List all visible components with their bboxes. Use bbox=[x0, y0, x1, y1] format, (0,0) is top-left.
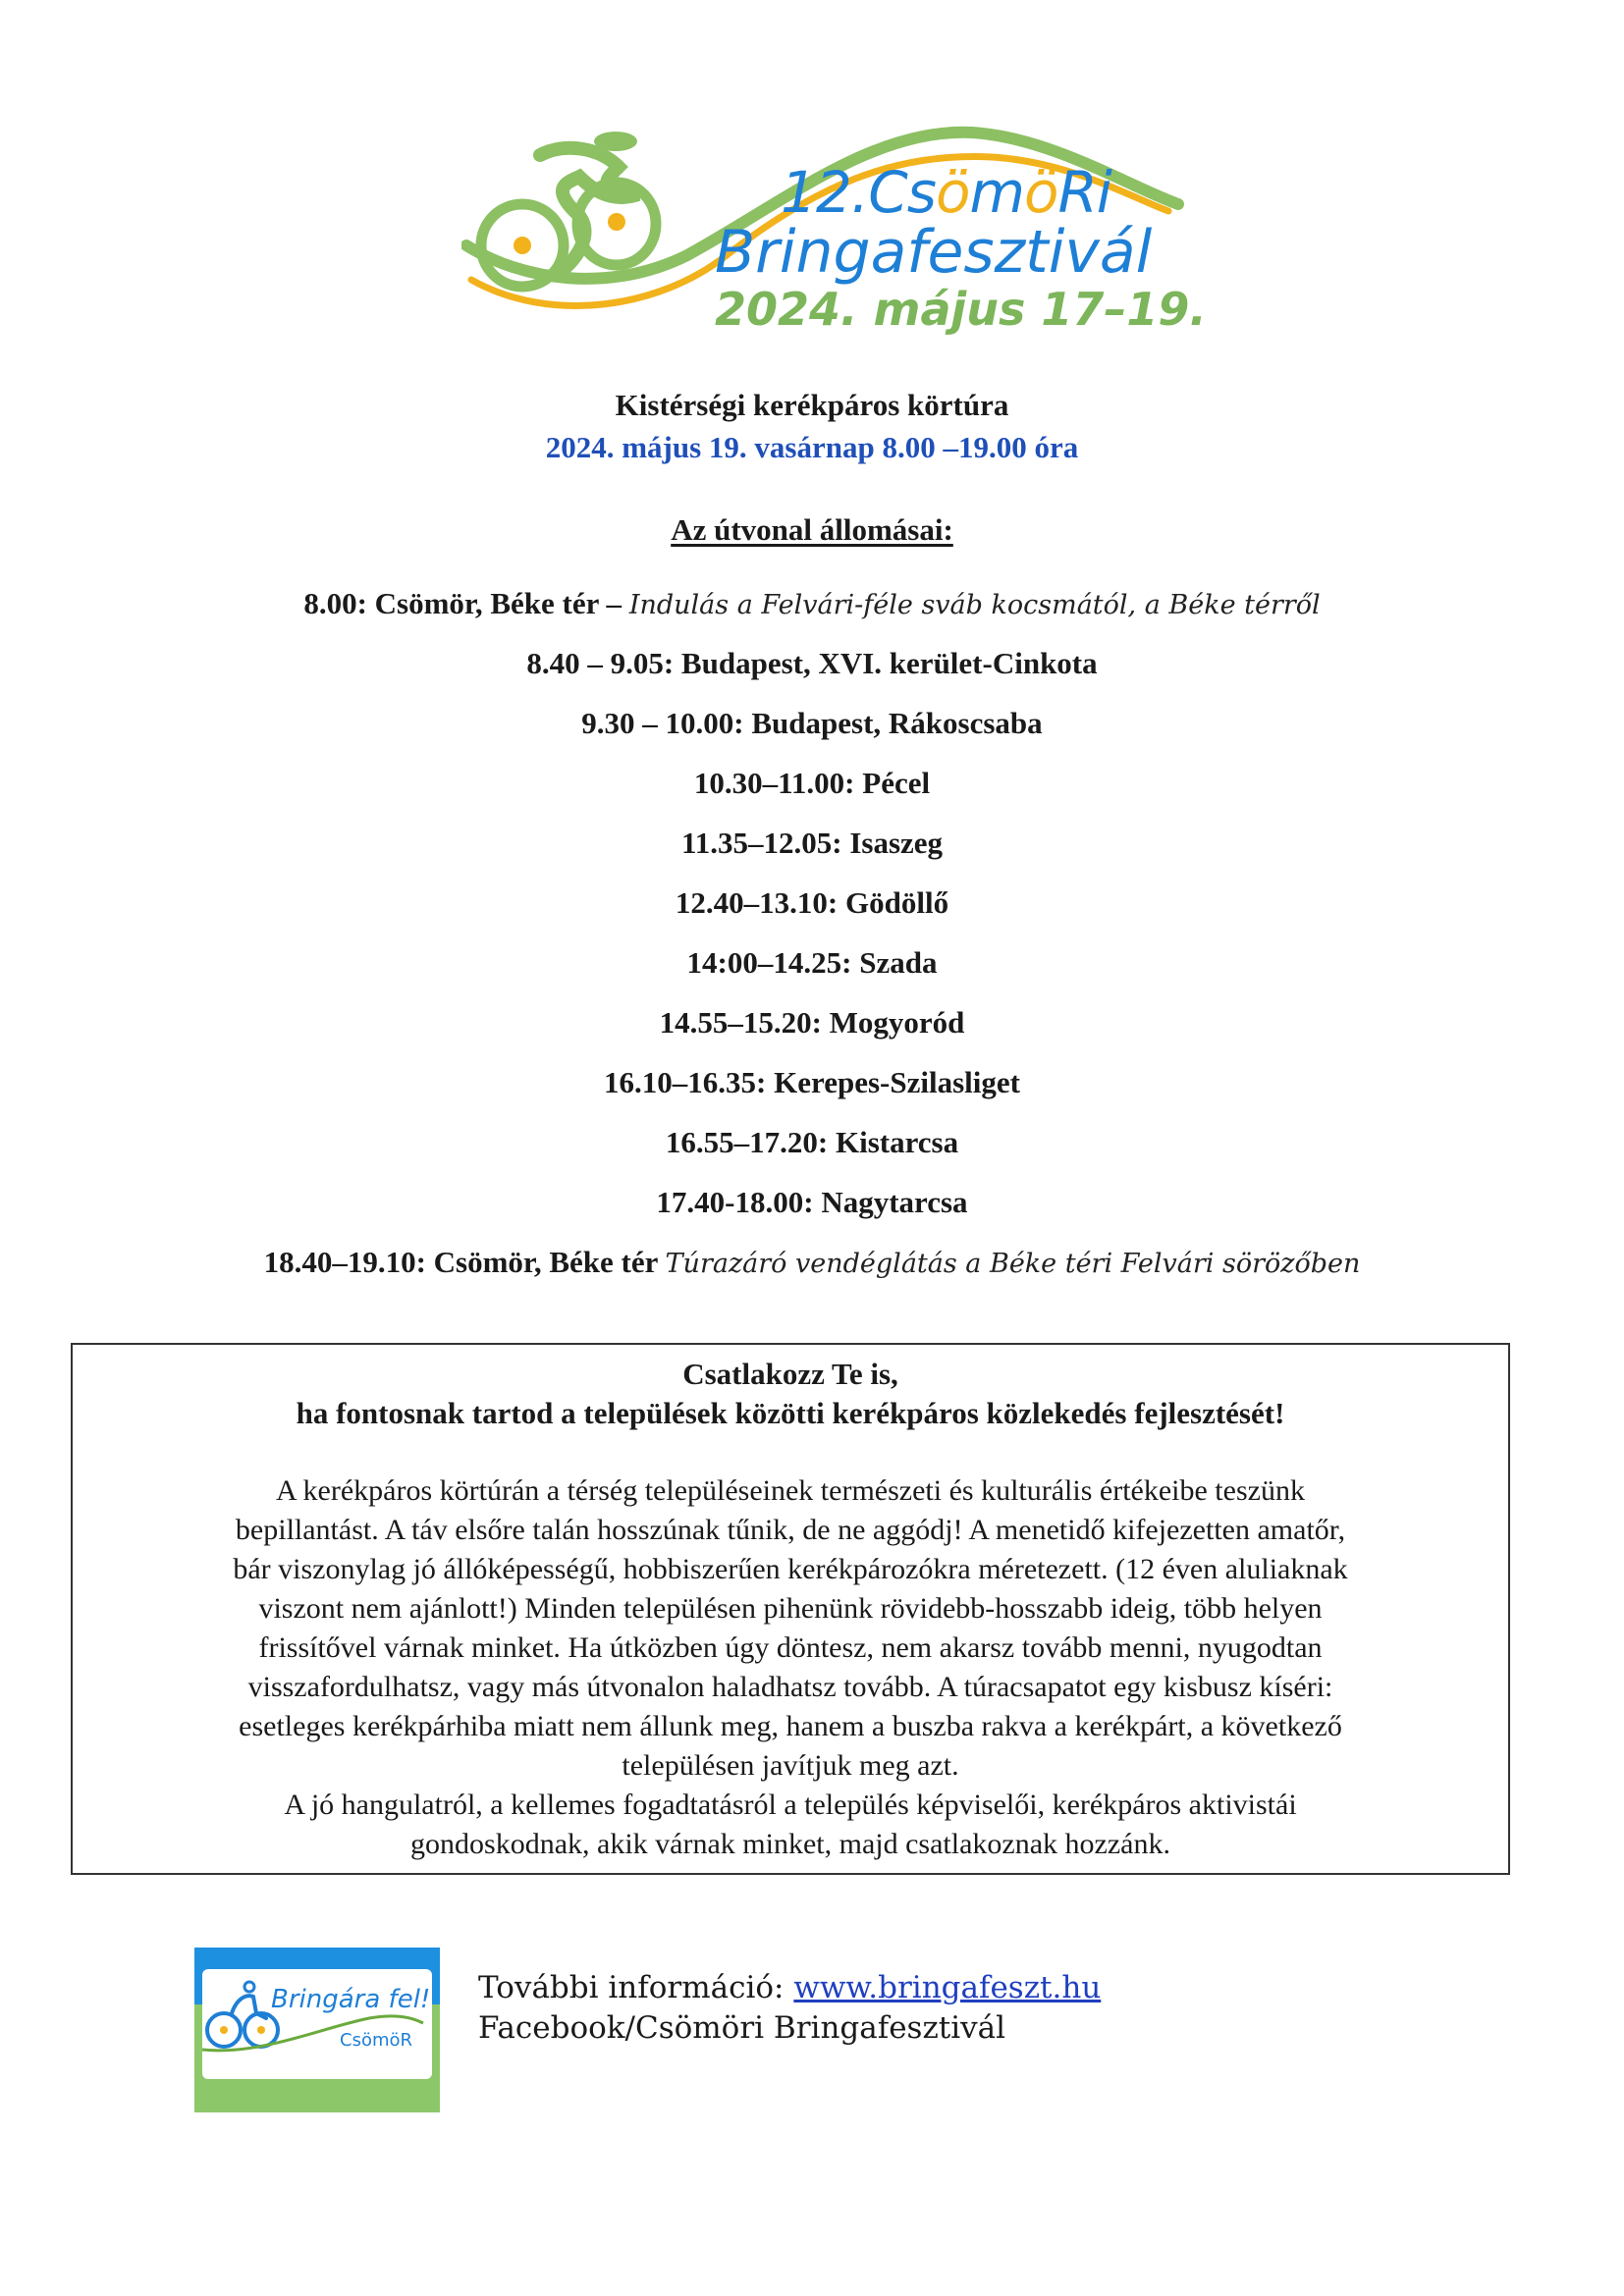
bringara-fel-logo bbox=[194, 1948, 440, 2112]
stop-item bbox=[0, 1125, 1624, 1160]
logo-edition-title bbox=[781, 159, 1111, 226]
stop-place: Nagytarcsa bbox=[821, 1185, 968, 1219]
stop-item bbox=[0, 586, 1624, 621]
logo-letter: s bbox=[906, 159, 936, 226]
stop-time: 9.30 – 10.00: bbox=[581, 706, 744, 740]
body-line: A jó hangulatról, a kellemes fogadtatásról a település képviselői, kerékpáros aktivistái bbox=[284, 1789, 1297, 1821]
stop-time: 12.40–13.10: bbox=[675, 885, 839, 920]
stop-place: Budapest, XVI. kerület-Cinkota bbox=[680, 646, 1098, 680]
event-date: 2024. május 19. vasárnap 8.00 –19.00 óra bbox=[545, 430, 1079, 464]
stop-note: Túrazáró vendéglátás a Béke téri Felvári sörözőben bbox=[665, 1249, 1361, 1279]
body-line: bár viszonylag jó állóképességű, hobbiszerűen kerékpározókra méretezett. (12 éven aluliaknak bbox=[233, 1553, 1348, 1585]
stop-item bbox=[0, 1245, 1624, 1280]
stop-place: Csömör, Béke tér bbox=[433, 1245, 658, 1279]
stop-item bbox=[0, 646, 1624, 681]
stop-time: 14.55–15.20: bbox=[659, 1005, 822, 1040]
stop-item bbox=[0, 1065, 1624, 1100]
body-line: frissítővel várnak minket. Ha útközben úgy döntesz, nem akarsz tovább menni, nyugodtan bbox=[258, 1631, 1323, 1664]
stop-time: 16.10–16.35: bbox=[604, 1065, 767, 1099]
join-subheading: ha fontosnak tartod a települések közötti kerékpáros közlekedés fejlesztését! bbox=[296, 1396, 1285, 1430]
stop-time: 11.35–12.05: bbox=[680, 826, 842, 860]
logo-letter: ö bbox=[1023, 159, 1058, 226]
stop-item bbox=[0, 1185, 1624, 1220]
stop-time: 10.30–11.00: bbox=[693, 766, 855, 800]
stop-place: Isaszeg bbox=[849, 826, 944, 860]
body-line: viszont nem ajánlott!) Minden településen pihenünk rövidebb-hosszabb ideig, több helyen bbox=[258, 1592, 1323, 1625]
stop-item bbox=[0, 706, 1624, 741]
logo-letter: ö bbox=[935, 159, 970, 226]
stop-time: 14:00–14.25: bbox=[686, 945, 852, 980]
body-line: esetleges kerékpárhiba miatt nem állunk meg, hanem a buszba rakva a kerékpárt, a következő bbox=[239, 1710, 1342, 1742]
body-line: gondoskodnak, akik várnak minket, majd csatlakoznak hozzánk. bbox=[410, 1828, 1170, 1860]
body-line: A kerékpáros körtúrán a térség településeinek természeti és kulturális értékeibe teszünk bbox=[276, 1474, 1305, 1507]
stop-item bbox=[0, 1005, 1624, 1041]
stop-place: Gödöllő bbox=[844, 885, 949, 920]
stop-place: Kistarcsa bbox=[835, 1125, 959, 1159]
more-info-label: További információ: bbox=[478, 1970, 785, 2005]
more-info-line bbox=[478, 1970, 1101, 2005]
stop-place: Kerepes-Szilasliget bbox=[774, 1065, 1020, 1099]
festival-logo bbox=[461, 108, 1207, 344]
stations-heading-text: Az útvonal állomásai: bbox=[671, 512, 953, 547]
stop-item bbox=[0, 826, 1624, 861]
stop-item bbox=[0, 766, 1624, 801]
stop-place: Szada bbox=[859, 945, 938, 980]
stop-time: 16.55–17.20: bbox=[665, 1125, 829, 1159]
stop-place: Mogyoród bbox=[829, 1005, 965, 1040]
logo-edition: 12. bbox=[781, 159, 869, 226]
logo-slogan: Bringára fel! bbox=[271, 1985, 431, 2014]
stop-time: 8.00: bbox=[303, 586, 367, 620]
stop-time: 18.40–19.10: bbox=[263, 1245, 426, 1279]
logo-white-panel bbox=[202, 1969, 432, 2079]
logo-letter: R bbox=[1057, 159, 1097, 226]
logo-letter: C bbox=[868, 159, 907, 226]
facebook-line: Facebook/Csömöri Bringafesztivál bbox=[478, 2010, 1006, 2046]
logo-festival-dates: 2024. május 17–19. bbox=[715, 283, 1207, 336]
stop-item bbox=[0, 885, 1624, 921]
stop-time: 8.40 – 9.05: bbox=[526, 646, 675, 680]
stop-place: Pécel bbox=[862, 766, 931, 800]
website-link[interactable]: www.bringafeszt.hu bbox=[793, 1970, 1102, 2005]
logo-festival-name: Bringafesztivál bbox=[715, 218, 1153, 287]
stop-item bbox=[0, 945, 1624, 981]
join-info-box bbox=[71, 1343, 1510, 1875]
stop-note: Indulás a Felvári-féle sváb kocsmától, a Béke térről bbox=[628, 590, 1321, 620]
stop-time: 17.40-18.00: bbox=[656, 1185, 814, 1219]
body-line: településen javítjuk meg azt. bbox=[622, 1749, 959, 1782]
logo-town: CsömöR bbox=[340, 2030, 413, 2051]
stop-place: Budapest, Rákoscsaba bbox=[751, 706, 1043, 740]
logo-letter: m bbox=[969, 159, 1024, 226]
event-title: Kistérségi kerékpáros körtúra bbox=[615, 388, 1009, 422]
join-heading: Csatlakozz Te is, bbox=[682, 1357, 898, 1391]
stations-heading bbox=[0, 512, 1624, 548]
body-line: bepillantást. A táv elsőre talán hosszúnak tűnik, de ne aggódj! A menetidő kifejezetten amatőr, bbox=[235, 1514, 1346, 1546]
logo-letter: i bbox=[1096, 159, 1111, 226]
body-line: visszafordulhatsz, vagy más útvonalon haladhatsz tovább. A túracsapatot egy kisbusz kíséri: bbox=[247, 1671, 1333, 1703]
stop-place: Csömör, Béke tér – bbox=[374, 586, 623, 620]
